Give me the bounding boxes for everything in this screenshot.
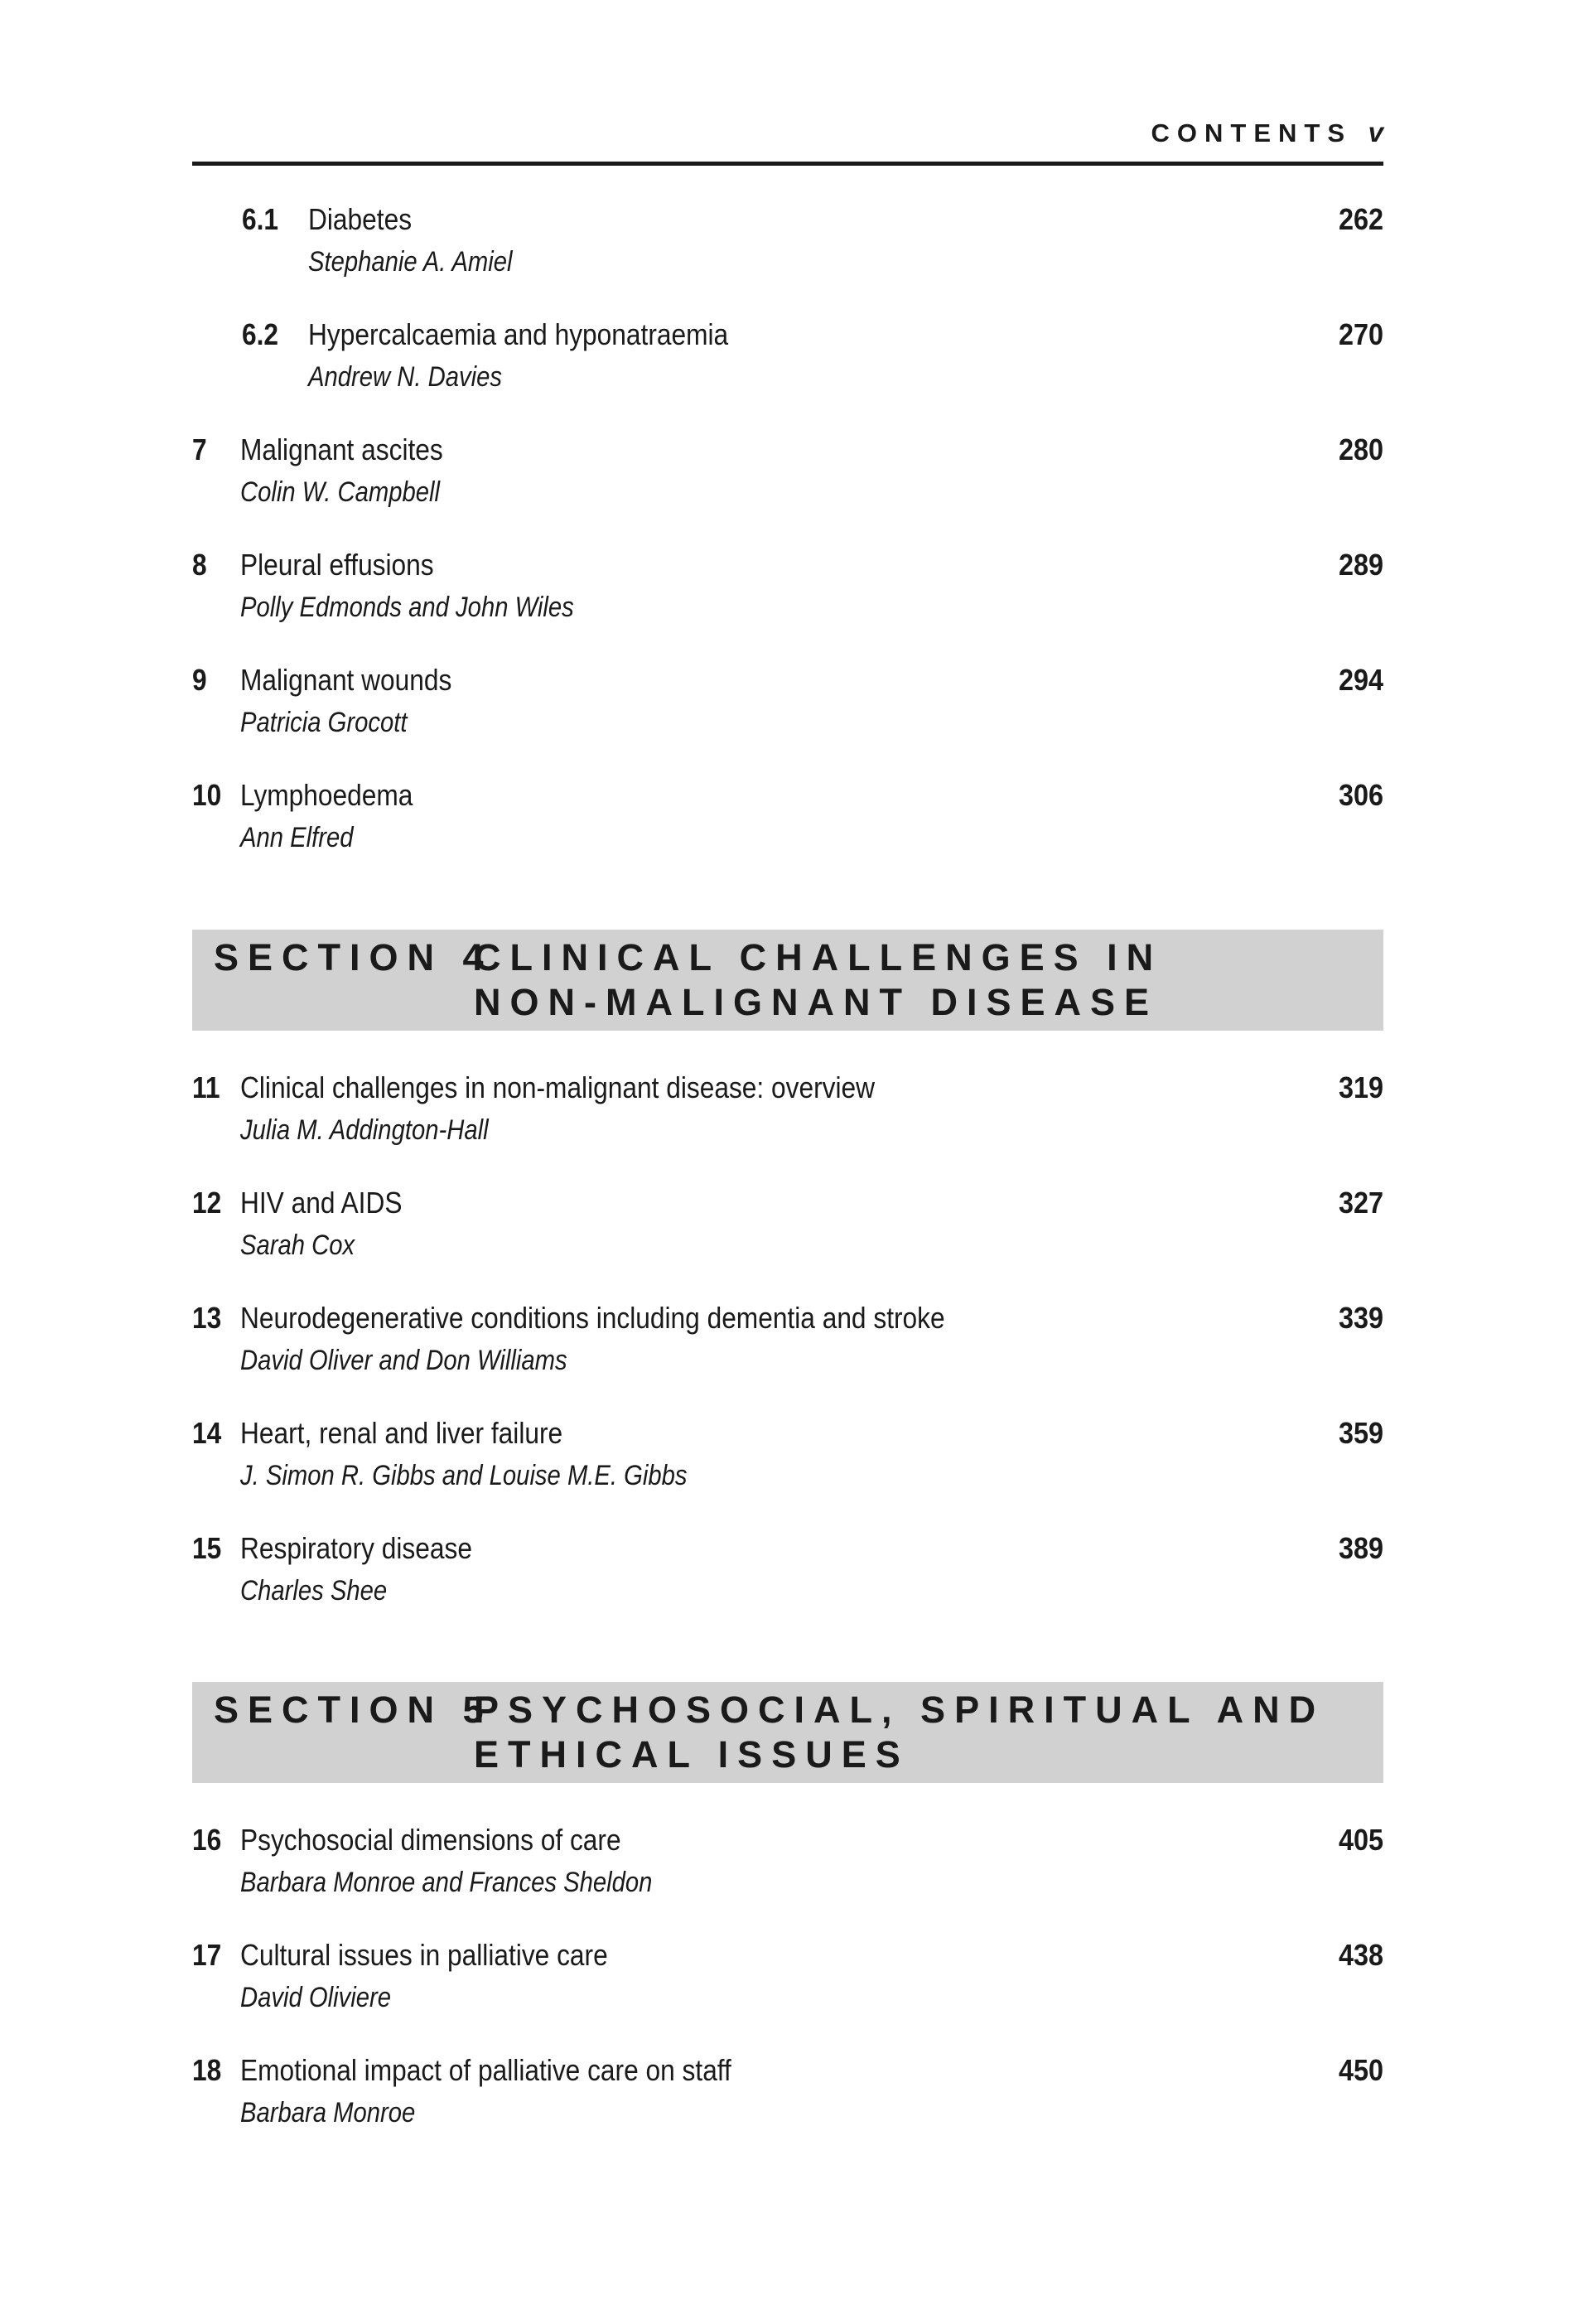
toc-entry[interactable] [192,432,1383,515]
section-title-line-2: ETHICAL ISSUES [474,1733,910,1776]
page-number: 262 [1338,202,1383,236]
chapter-title: Neurodegenerative conditions including dementia and stroke [240,1301,945,1335]
toc-entry[interactable] [192,1823,1383,1906]
toc-entry[interactable] [192,1186,1383,1268]
chapter-title: Lymphoedema [240,778,413,812]
page-number: 289 [1338,548,1383,582]
page-number: 405 [1338,1823,1383,1857]
section-5-heading [192,1682,1383,1783]
chapter-number: 13 [192,1301,222,1335]
toc-entry[interactable] [192,317,1383,400]
toc-entry[interactable] [192,1531,1383,1614]
chapter-title: Heart, renal and liver failure [240,1416,563,1450]
chapter-number: 18 [192,2053,222,2087]
chapter-author: Sarah Cox [240,1230,355,1261]
toc-entry[interactable] [192,1938,1383,2021]
chapter-author: J. Simon R. Gibbs and Louise M.E. Gibbs [240,1460,688,1491]
toc-entry[interactable] [192,202,1383,285]
chapter-author: David Oliviere [240,1982,391,2013]
chapter-number: 14 [192,1416,222,1450]
chapter-title: Psychosocial dimensions of care [240,1823,621,1857]
chapter-title: Cultural issues in palliative care [240,1938,608,1972]
chapter-author: Polly Edmonds and John Wiles [240,592,574,623]
page-number: 270 [1338,317,1383,351]
section-title-line-2: NON-MALIGNANT DISEASE [474,981,1158,1023]
chapter-author: Colin W. Campbell [240,476,441,508]
section-label: SECTION 4 [214,936,493,978]
chapter-number: 6.1 [242,202,279,236]
page-number: 450 [1338,2053,1383,2087]
chapter-number: 7 [192,432,207,466]
chapter-title: HIV and AIDS [240,1186,403,1220]
toc-entry[interactable] [192,2053,1383,2136]
chapter-author: Barbara Monroe [240,2097,416,2128]
toc-entry[interactable] [192,663,1383,746]
toc-entry[interactable] [192,1070,1383,1153]
toc-entry[interactable] [192,778,1383,861]
page-number: 359 [1338,1416,1383,1450]
page-number: 389 [1338,1531,1383,1565]
page-number: 319 [1338,1070,1383,1104]
chapter-number: 12 [192,1186,222,1220]
chapter-title: Clinical challenges in non-malignant disease: overview [240,1070,876,1104]
toc-entry[interactable] [192,1301,1383,1384]
chapter-author: Andrew N. Davies [308,361,503,393]
chapter-number: 8 [192,548,207,582]
page-number: 438 [1338,1938,1383,1972]
chapter-title: Diabetes [308,202,413,236]
page-number: 339 [1338,1301,1383,1335]
page-folio: v [1368,117,1383,147]
chapter-title: Malignant ascites [240,432,443,466]
chapter-author: David Oliver and Don Williams [240,1345,567,1376]
page-number: 327 [1338,1186,1383,1220]
chapter-author: Julia M. Addington-Hall [240,1114,489,1146]
chapter-title: Malignant wounds [240,663,452,697]
toc-entry[interactable] [192,1416,1383,1499]
page-number: 294 [1338,663,1383,697]
chapter-author: Patricia Grocott [240,707,408,738]
chapter-title: Pleural effusions [240,548,434,582]
chapter-author: Stephanie A. Amiel [308,246,513,278]
section-label: SECTION 5 [214,1689,493,1731]
chapter-number: 9 [192,663,207,697]
page-number: 280 [1338,432,1383,466]
section-4-heading [192,930,1383,1031]
section-title-line-1: PSYCHOSOCIAL, SPIRITUAL AND [474,1689,1325,1731]
section-title-line-1: CLINICAL CHALLENGES IN [474,936,1163,978]
chapter-author: Ann Elfred [240,822,354,853]
chapter-title: Respiratory disease [240,1531,472,1565]
chapter-number: 11 [192,1070,220,1104]
chapter-number: 15 [192,1531,222,1565]
running-head-title: CONTENTS [1151,118,1352,147]
chapter-number: 16 [192,1823,222,1857]
chapter-number: 10 [192,778,222,812]
chapter-author: Charles Shee [240,1575,388,1607]
chapter-number: 17 [192,1938,222,1972]
chapter-author: Barbara Monroe and Frances Sheldon [240,1867,653,1898]
chapter-title: Hypercalcaemia and hyponatraemia [308,317,729,351]
toc-entry[interactable] [192,548,1383,631]
chapter-title: Emotional impact of palliative care on staff [240,2053,731,2087]
running-head [192,118,1383,166]
page-number: 306 [1338,778,1383,812]
chapter-number: 6.2 [242,317,279,351]
